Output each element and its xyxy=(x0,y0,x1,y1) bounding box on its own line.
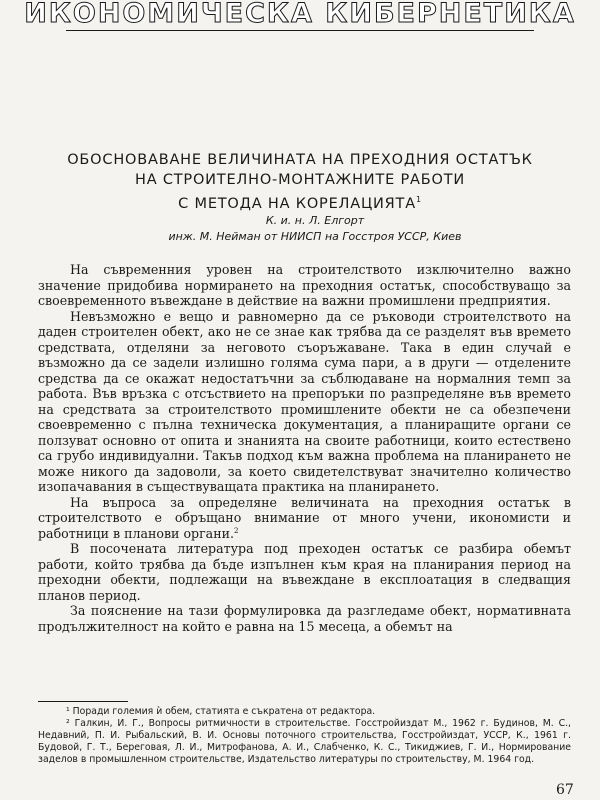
title-line-2: НА СТРОИТЕЛНО-МОНТАЖНИТЕ РАБОТИ xyxy=(134,172,465,188)
body-paragraph-5: За пояснение на тази формулировка да разгледаме обект, нормативната продължителност на който е равна на 15 месеца, а обемът на xyxy=(38,603,571,634)
title-line-1: ОБОСНОВАВАНЕ ВЕЛИЧИНАТА НА ПРЕХОДНИЯ ОСТАТЪК xyxy=(67,152,533,168)
article-title xyxy=(30,150,570,214)
title-line-3 xyxy=(30,190,570,214)
title-footnote-mark: 1 xyxy=(415,195,422,204)
footnote-rule xyxy=(38,701,128,702)
authors xyxy=(80,213,550,245)
article-body xyxy=(38,262,571,634)
body-paragraph-2: Невъзможно е вещо и равномерно да се ръководи строителството на даден строителен обект, ако не се знае как трябва да се разделят във времето средствата, отделяни за неговото съоръжаване. Така в един случай е възможно да се задели излишно голяма сума пари, а в други — отделените средства да се окажат недостатъчни за съблюдаване на нормалния темп за работа. Във връзка с отсъствието на препоръки по разпределяне във времето на средствата за строителството промишлените обекти не са обезпечени своевременно с пълна техническа документация, а планиращите органи се ползуват основно от опита и знанията на своите работници, които естествено са грубо индивидуални. Такъв подход към важна проблема на планирането не може никого да задоволи, за което свидетелствуват значително количество изопачавания в съществуващата практика на планирането. xyxy=(38,308,571,494)
body-paragraph-4: В посочената литература под преходен остатък се разбира обемът работи, който трябва да бъде изпълнен към края на планирания период на преходни обекти, подлежащи на въвеждане в експлоатация в следващия планов период. xyxy=(38,541,571,603)
footnote-1: ¹ Поради големия ѝ обем, статията е съкратена от редактора. xyxy=(66,706,376,717)
body-paragraph-3 xyxy=(38,495,571,542)
header-rule xyxy=(66,30,534,31)
author-2: инж. М. Нейман от НИИСП на Госстроя УССР, Киев xyxy=(168,230,462,243)
body-footnote-mark: 2 xyxy=(233,526,239,535)
page-number: 67 xyxy=(556,782,574,798)
title-line-3-text: С МЕТОДА НА КОРЕЛАЦИЯТА xyxy=(178,195,416,212)
body-paragraph-1: На съвременния уровен на строителството изключително важно значение придобива нормирането на преходния остатък, способствуващо за своевременното въвеждане в действие на важни промишлени предприятия. xyxy=(38,262,571,308)
footnote-2: ² Галкин, И. Г., Вопросы ритмичности в строительстве. Госстройиздат М., 1962 г. Будинов, М. С., Недавний, П. И. Рыбальский, В. И. Основы поточного строительства, Госстройиздат, УССР, К., 1961 г. Будовой, Г. Т., Береговая, Л. И., Митрофанова, А. И., Слабченко, К. С., Тикиджиев, Г. И., Нормирование заделов в промышленном строительстве, Издательство литературы по строительству, М. 1964 год. xyxy=(38,718,571,765)
author-1: К. и. н. Л. Елгорт xyxy=(265,214,365,227)
body-paragraph-3-text: На въпроса за определяне величината на преходния остатък в строителството е обръщано внимание от много учени, икономисти и работници в планови органи. xyxy=(38,494,571,541)
running-header: ИКОНОМИЧЕСКА КИБЕРНЕТИКА xyxy=(24,0,576,29)
footnotes xyxy=(38,706,571,766)
